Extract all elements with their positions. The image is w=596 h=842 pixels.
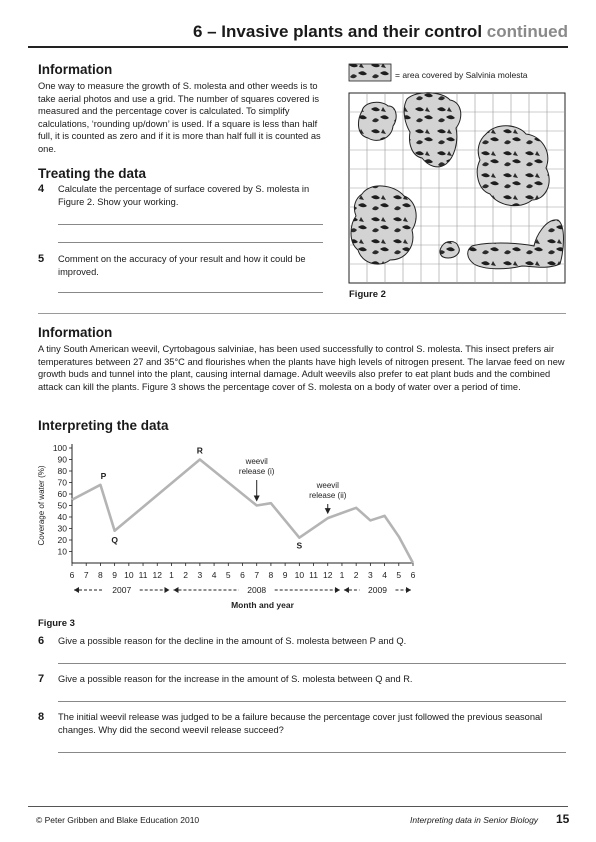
annotation-text: weevil <box>245 457 268 466</box>
y-tick-label: 100 <box>52 443 67 453</box>
year-label: 2007 <box>112 585 132 595</box>
y-tick-label: 70 <box>57 477 67 488</box>
y-tick-label: 60 <box>57 489 67 499</box>
figure-2-caption: Figure 2 <box>349 289 386 300</box>
x-tick-label: 11 <box>309 570 318 580</box>
point-label: S <box>296 540 303 551</box>
info-text: One way to measure the growth of S. molesta and other weeds is to take aerial photos and use a grid. The number of squares covered is measured and the percentage cover is calculated. To simplify calculations, ‘rounding up/down’ is used. If a square is less than half full, it is counted as zero and if it is more than half full it is counted as one. <box>38 81 321 154</box>
info-heading: Information <box>38 325 113 340</box>
x-tick-label: 4 <box>211 570 217 580</box>
x-tick-label: 12 <box>323 570 333 580</box>
answer-line[interactable] <box>58 663 566 664</box>
figure-2 <box>346 60 571 285</box>
x-tick-label: 5 <box>396 570 402 580</box>
y-tick-label: 20 <box>57 535 67 545</box>
x-tick-label: 5 <box>225 570 231 580</box>
annotation-arrow-head <box>325 508 331 514</box>
answer-line[interactable] <box>58 292 323 293</box>
question-number: 4 <box>38 183 45 195</box>
year-span-arrow <box>344 587 349 593</box>
y-tick-label: 80 <box>57 466 67 476</box>
question-text: Calculate the percentage of surface covered by S. molesta in Figure 2. Show your working. <box>58 184 310 207</box>
footer-rule <box>28 806 568 807</box>
year-span-arrow <box>335 587 340 593</box>
x-tick-label: 7 <box>254 570 260 580</box>
question-text: The initial weevil release was judged to be a failure because the percentage cover just followed the previous seasonal changes. Why did the second weevil release succeed? <box>58 712 543 735</box>
x-tick-label: 6 <box>69 570 75 580</box>
x-tick-label: 1 <box>169 570 174 580</box>
y-axis-label: Coverage of water (%) <box>37 465 46 546</box>
interpreting-heading-wrap <box>38 418 169 433</box>
header-rule <box>28 46 568 48</box>
figure-3-caption: Figure 3 <box>38 618 75 629</box>
header-title: 6 – Invasive plants and their control <box>192 22 483 41</box>
x-axis-label: Month and year <box>231 600 294 610</box>
x-tick-label: 12 <box>152 570 162 580</box>
x-tick-label: 6 <box>240 570 245 580</box>
x-tick-label: 6 <box>410 570 416 580</box>
x-tick-label: 2 <box>353 570 359 580</box>
x-tick-label: 9 <box>282 570 288 580</box>
annotation-text: release (i) <box>238 467 275 476</box>
x-tick-label: 3 <box>368 570 373 580</box>
legend-swatch <box>349 64 391 81</box>
question-text: Give a possible reason for the increase in the amount of S. molesta between Q and R. <box>58 674 413 684</box>
annotation-text: release (ii) <box>309 491 347 500</box>
x-tick-label: 8 <box>268 570 274 580</box>
info-heading: Information <box>38 62 113 77</box>
answer-line[interactable] <box>58 752 566 753</box>
y-tick-label: 10 <box>57 546 67 557</box>
treating-heading: Treating the data <box>38 166 147 181</box>
header-continued: continued <box>486 22 568 41</box>
interpreting-heading: Interpreting the data <box>38 418 169 433</box>
x-tick-label: 4 <box>382 570 387 580</box>
answer-line[interactable] <box>58 701 566 702</box>
plant-patch <box>351 186 416 264</box>
page-number: 15 <box>556 812 570 826</box>
year-label: 2008 <box>247 585 267 595</box>
point-label: Q <box>111 534 118 545</box>
question-number: 7 <box>38 673 45 685</box>
point-label: R <box>196 445 203 456</box>
question-number: 5 <box>38 253 45 265</box>
y-tick-label: 90 <box>57 454 67 465</box>
figure-2-legend-text: = area covered by Salvinia molesta <box>395 70 528 80</box>
y-tick-label: 50 <box>57 500 67 511</box>
x-tick-label: 7 <box>83 570 89 580</box>
question-text: Comment on the accuracy of your result and how it could be improved. <box>58 254 306 277</box>
question-text: Give a possible reason for the decline in the amount of S. molesta between P and Q. <box>58 636 407 646</box>
info-section-1 <box>38 62 328 156</box>
figure-3-chart <box>30 436 430 616</box>
x-tick-label: 10 <box>294 570 305 580</box>
x-tick-label: 11 <box>138 570 148 580</box>
annotation-arrow-head <box>254 496 260 502</box>
annotation-text: weevil <box>316 481 339 490</box>
year-span-arrow <box>164 587 169 593</box>
page-header-title <box>193 22 568 42</box>
footer-book-title: Interpreting data in Senior Biology <box>410 815 539 825</box>
x-tick-label: 3 <box>197 570 203 580</box>
footer-copyright: © Peter Gribben and Blake Education 2010 <box>36 815 200 825</box>
x-tick-label: 1 <box>339 570 345 580</box>
y-tick-label: 40 <box>57 512 67 522</box>
question-number: 6 <box>38 635 45 647</box>
answer-line[interactable] <box>58 242 323 243</box>
year-span-arrow <box>406 587 411 593</box>
treating-heading-wrap <box>38 166 146 181</box>
question-number: 8 <box>38 711 45 723</box>
x-tick-label: 9 <box>112 570 117 580</box>
x-tick-label: 2 <box>183 570 189 580</box>
year-span-arrow <box>74 587 79 593</box>
y-tick-label: 30 <box>57 523 67 534</box>
year-label: 2009 <box>368 585 387 595</box>
info-text: A tiny South American weevil, Cyrtobagous salviniae, has been used successfully to control S. molesta. This insect prefers air temperatures between 27 and 35°C and flourishes when the plants have high levels of nitrogen present. The larvae feed on new growth buds and tunnel into the plant, causing internal damage. Adult weevils also prefer to eat plant buds and the combined attack can kill the plants. Figure 3 shows the percentage cover of S. molesta on a body of water over a period of time. <box>38 344 565 392</box>
x-tick-label: 10 <box>124 570 134 580</box>
answer-line[interactable] <box>58 224 323 225</box>
info-section-2 <box>38 325 568 393</box>
year-span-arrow <box>173 587 178 593</box>
point-label: P <box>100 470 107 481</box>
x-tick-label: 8 <box>98 570 103 580</box>
section-divider <box>38 313 566 314</box>
